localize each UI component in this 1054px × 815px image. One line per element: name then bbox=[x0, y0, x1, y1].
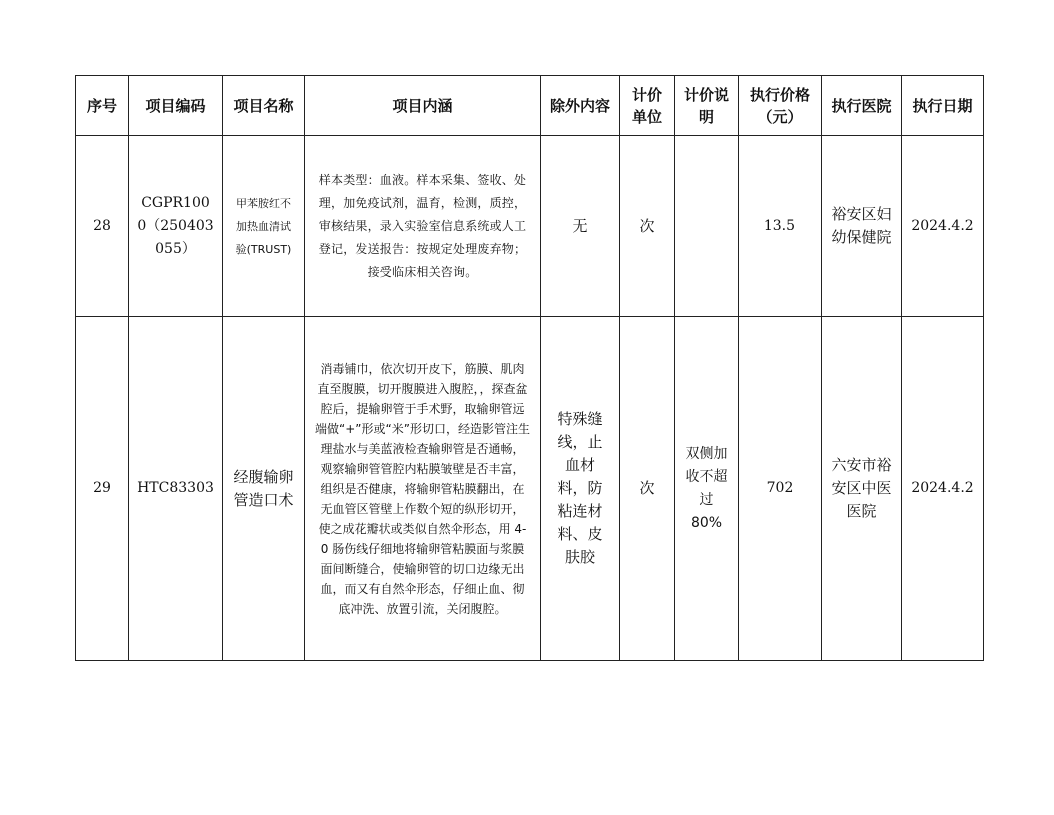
row-seq: 29 bbox=[76, 317, 129, 661]
row-connotation: 样本类型：血液。样本采集、签收、处理，加免疫试剂，温育，检测，质控，审核结果，录入实验室信息系统或人工登记，发送报告：按规定处理废弃物；接受临床相关咨询。 bbox=[305, 136, 541, 317]
header-name: 项目名称 bbox=[223, 76, 305, 136]
row-code: CGPR1000（250403055） bbox=[129, 136, 223, 317]
row-price: 702 bbox=[739, 317, 822, 661]
row-unit: 次 bbox=[620, 136, 675, 317]
table-header-row bbox=[76, 76, 984, 136]
row-date: 2024.4.2 bbox=[902, 136, 984, 317]
row-seq: 28 bbox=[76, 136, 129, 317]
header-exclusion: 除外内容 bbox=[541, 76, 620, 136]
row-unit: 次 bbox=[620, 317, 675, 661]
header-hospital: 执行医院 bbox=[822, 76, 902, 136]
table-row bbox=[76, 317, 984, 661]
row-name: 经腹输卵管造口术 bbox=[223, 317, 305, 661]
header-pricing-note: 计价说明 bbox=[675, 76, 739, 136]
header-connotation: 项目内涵 bbox=[305, 76, 541, 136]
row-pricing-note: 双侧加收不超过 80% bbox=[675, 317, 739, 661]
row-code: HTC83303 bbox=[129, 317, 223, 661]
header-date: 执行日期 bbox=[902, 76, 984, 136]
price-table bbox=[75, 75, 984, 661]
header-code: 项目编码 bbox=[129, 76, 223, 136]
header-unit: 计价单位 bbox=[620, 76, 675, 136]
row-connotation: 消毒铺巾，依次切开皮下，筋膜、肌肉直至腹膜，切开腹膜进入腹腔，，探查盆腔后，提输卵管于手术野，取输卵管远端做“+”形或“米”形切口，经造影管注生理盐水与美蓝液检查输卵管是否通畅，观察输卵管管腔内粘膜皱壁是否丰富，组织是否健康，将输卵管粘膜翻出，在无血管区管壁上作数个短的纵形切开，使之成花瓣状或类似自然伞形态，用 4-0 肠伤线仔细地将输卵管粘膜面与浆膜面间断缝合，使输卵管的切口边缘无出血，而又有自然伞形态，仔细止血、彻底冲洗、放置引流，关闭腹腔。 bbox=[305, 317, 541, 661]
row-hospital: 六安市裕安区中医医院 bbox=[822, 317, 902, 661]
row-price: 13.5 bbox=[739, 136, 822, 317]
row-hospital: 裕安区妇幼保健院 bbox=[822, 136, 902, 317]
row-exclusion: 无 bbox=[541, 136, 620, 317]
header-seq: 序号 bbox=[76, 76, 129, 136]
row-name: 甲苯胺红不加热血清试验(TRUST) bbox=[223, 136, 305, 317]
header-price: 执行价格（元） bbox=[739, 76, 822, 136]
row-exclusion: 特殊缝线，止血材料，防粘连材料、皮肤胶 bbox=[541, 317, 620, 661]
table-row bbox=[76, 136, 984, 317]
row-pricing-note bbox=[675, 136, 739, 317]
row-date: 2024.4.2 bbox=[902, 317, 984, 661]
